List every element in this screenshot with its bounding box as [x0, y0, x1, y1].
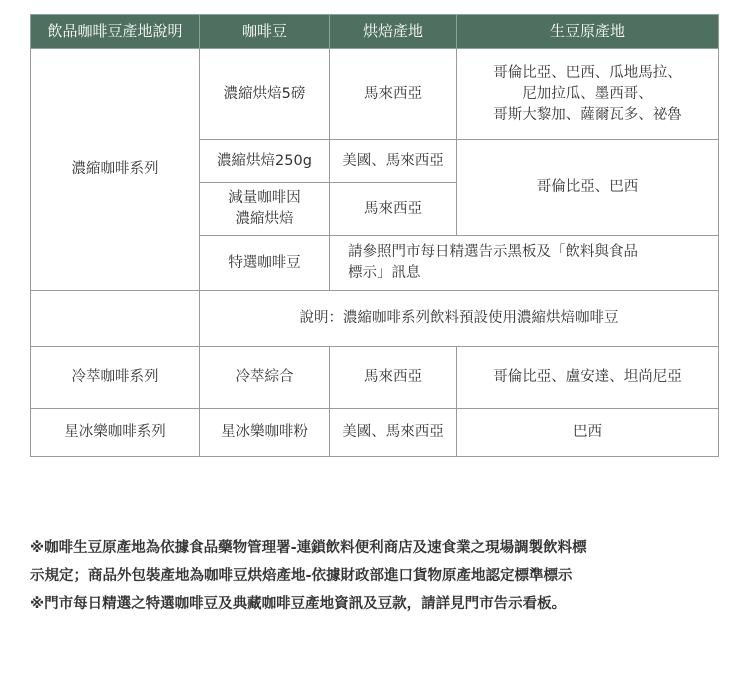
bean-cell: 特選咖啡豆 [200, 236, 330, 291]
green-origin-shared-cell: 哥倫比亞、巴西 [457, 140, 719, 236]
bean-cell: 濃縮烘焙250g [200, 140, 330, 183]
series-concentrate: 濃縮咖啡系列 [31, 49, 200, 291]
series-frappuccino: 星冰樂咖啡系列 [31, 409, 200, 457]
green-origin-cell [457, 49, 719, 140]
table-header-row [31, 15, 719, 49]
green-origin-cell: 哥倫比亞、盧安達、坦尚尼亞 [457, 347, 719, 409]
table-row [31, 49, 719, 140]
bean-line: 濃縮烘焙 [235, 211, 294, 227]
note-line: 標示」訊息 [348, 265, 421, 281]
footnote-line: 示規定；商品外包裝產地為咖啡豆烘焙產地-依據財政部進口貨物原產地認定標準標示 [30, 568, 573, 584]
green-origin-line: 尼加拉瓜、墨西哥、 [522, 85, 653, 102]
bean-line: 減量咖啡因 [228, 190, 301, 206]
roast-origin-cell: 馬來西亞 [330, 347, 457, 409]
special-bean-note-cell [330, 236, 719, 291]
footnote-line: ※咖啡生豆原產地為依據食品藥物管理署-連鎖飲料便利商店及速食業之現場調製飲料標 [30, 540, 587, 556]
green-origin-cell: 巴西 [457, 409, 719, 457]
note-line: 請參照門市每日精選告示黑板及「飲料與食品 [348, 244, 638, 260]
bean-cell [200, 183, 330, 236]
bean-cell: 濃縮烘焙5磅 [200, 49, 330, 140]
table-row [31, 409, 719, 457]
roast-origin-cell: 馬來西亞 [330, 183, 457, 236]
green-origin-line: 哥斯大黎加、薩爾瓦多、祕魯 [493, 106, 682, 123]
series-cold-brew: 冷萃咖啡系列 [31, 347, 200, 409]
header-bean: 咖啡豆 [200, 15, 330, 49]
table-row [31, 347, 719, 409]
roast-origin-cell: 美國、馬來西亞 [330, 140, 457, 183]
coffee-origin-table [30, 14, 719, 457]
empty-cell [31, 291, 200, 347]
roast-origin-cell: 馬來西亞 [330, 49, 457, 140]
table-row [31, 291, 719, 347]
footnotes [30, 534, 720, 618]
bean-cell: 冷萃綜合 [200, 347, 330, 409]
bean-cell: 星冰樂咖啡粉 [200, 409, 330, 457]
concentrate-explanation: 說明：濃縮咖啡系列飲料預設使用濃縮烘焙咖啡豆 [200, 291, 719, 347]
header-green-origin: 生豆原產地 [457, 15, 719, 49]
footnote-line: ※門市每日精選之特選咖啡豆及典藏咖啡豆產地資訊及豆款，請詳見門市告示看板。 [30, 596, 567, 612]
roast-origin-cell: 美國、馬來西亞 [330, 409, 457, 457]
header-series: 飲品咖啡豆產地說明 [31, 15, 200, 49]
header-roast-origin: 烘焙產地 [330, 15, 457, 49]
green-origin-line: 哥倫比亞、巴西、瓜地馬拉、 [493, 64, 682, 81]
